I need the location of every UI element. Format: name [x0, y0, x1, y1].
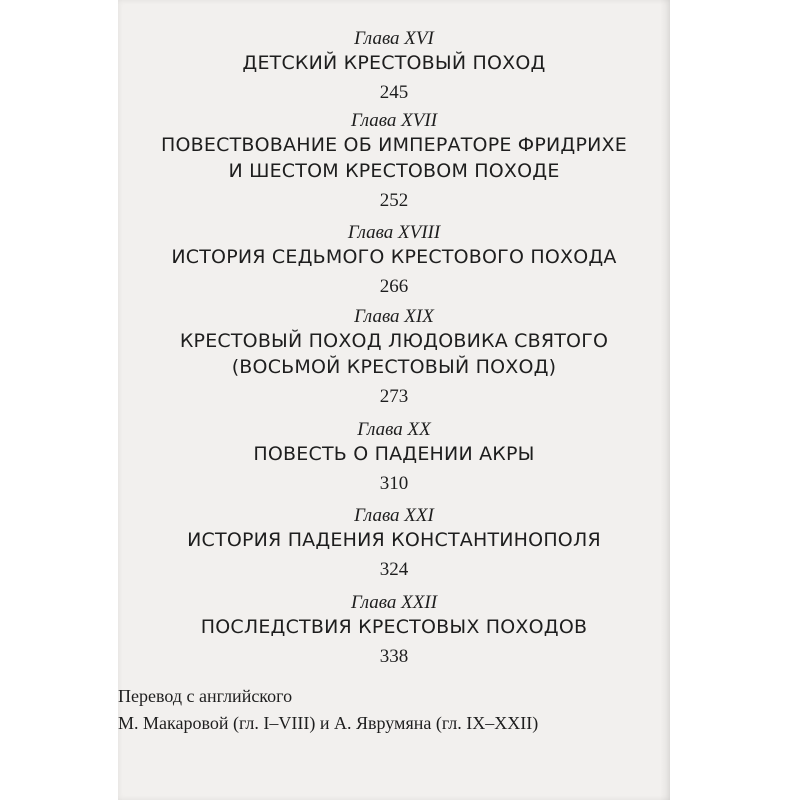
- chapter-title: ИСТОРИЯ СЕДЬМОГО КРЕСТОВОГО ПОХОДА: [171, 246, 617, 268]
- page-number: 338: [379, 646, 409, 667]
- page-number: 252: [379, 190, 409, 211]
- page-number: 310: [379, 473, 409, 494]
- chapter-title-line-2: (ВОСЬМОЙ КРЕСТОВЫЙ ПОХОД): [231, 356, 557, 378]
- toc-entry-xvi: [118, 28, 670, 106]
- chapter-label: Глава XXI: [354, 505, 434, 526]
- chapter-label: Глава XVII: [350, 110, 438, 131]
- page-number: 324: [379, 559, 409, 580]
- translation-credit-line-1: Перевод с английского: [118, 686, 293, 706]
- chapter-label: Глава XVIII: [347, 222, 441, 243]
- toc-entry-xx: [118, 419, 670, 497]
- toc-entry-xviii: [118, 222, 670, 300]
- chapter-title: ПОСЛЕДСТВИЯ КРЕСТОВЫХ ПОХОДОВ: [200, 616, 588, 638]
- chapter-label: Глава XX: [357, 419, 431, 440]
- translation-credit: [118, 683, 670, 737]
- chapter-label: Глава XXII: [350, 592, 438, 613]
- chapter-title: ДЕТСКИЙ КРЕСТОВЫЙ ПОХОД: [242, 52, 546, 74]
- toc-entry-xvii: [118, 110, 670, 214]
- book-page: [118, 0, 670, 800]
- toc-entry-xxi: [118, 505, 670, 583]
- page-number: 245: [379, 82, 409, 103]
- chapter-title: ИСТОРИЯ ПАДЕНИЯ КОНСТАНТИНОПОЛЯ: [187, 529, 601, 551]
- toc-entry-xix: [118, 306, 670, 410]
- chapter-label: Глава XVI: [354, 28, 434, 49]
- chapter-title: ПОВЕСТЬ О ПАДЕНИИ АКРЫ: [253, 443, 535, 465]
- chapter-title-line-1: ПОВЕСТВОВАНИЕ ОБ ИМПЕРАТОРЕ ФРИДРИХЕ: [161, 134, 627, 156]
- chapter-title-line-2: И ШЕСТОМ КРЕСТОВОМ ПОХОДЕ: [228, 160, 560, 182]
- chapter-title-line-1: КРЕСТОВЫЙ ПОХОД ЛЮДОВИКА СВЯТОГО: [179, 330, 609, 352]
- page-number: 273: [379, 386, 409, 407]
- chapter-label: Глава XIX: [354, 306, 434, 327]
- translation-credit-line-2: М. Макаровой (гл. I–VIII) и А. Яврумяна (гл. IX–XXII): [118, 713, 539, 733]
- page-number: 266: [379, 276, 409, 297]
- toc-entry-xxii: [118, 592, 670, 670]
